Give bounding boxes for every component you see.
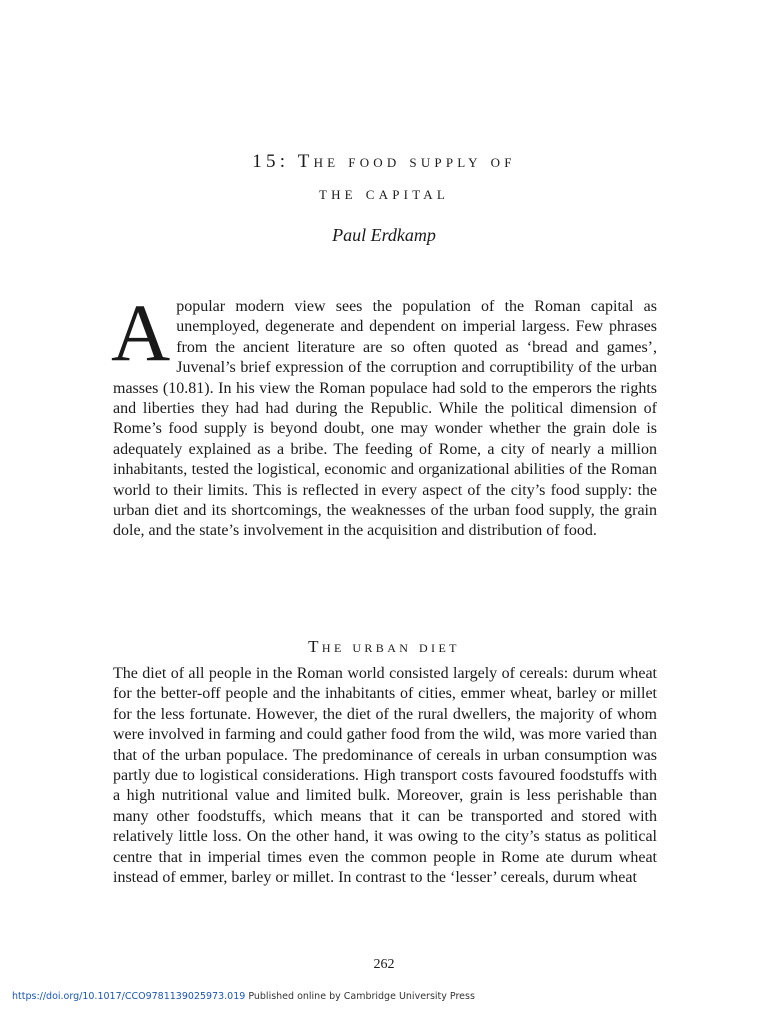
section-paragraph: The diet of all people in the Roman world consisted largely of cereals: durum wheat for the better-off people and the inhabitants of cities, emmer wheat, barley or millet for the less fortunate. However, the diet of the rural dwellers, the majority of whom were involved in farming and could gather food from the wild, was more varied than that of the urban populace. The predominance of cereals in urban consumption was partly due to logistical considerations. High transport costs favoured foodstuffs with a high nutritional value and limited bulk. Moreover, grain is less perishable than many other foodstuffs, which means that it can be transported and stored with relatively little loss. On the other hand, it was owing to the city’s status as political centre that in imperial times even the common people in Rome ate durum wheat instead of emmer, barley or millet. In contrast to the ‘lesser’ cereals, durum wheat	[113, 665, 657, 887]
drop-cap: A	[111, 287, 171, 378]
publisher-text: Published online by Cambridge University Press	[245, 991, 475, 1002]
intro-paragraph	[111, 287, 657, 542]
section-heading: The urban diet	[308, 637, 460, 656]
intro-text: popular modern view sees the population of the Roman capital as unemployed, degenerate and dependent on imperial largess. Few phrases from the ancient literature are so often quoted as ‘bread and games’, Juvenal’s brief expression of the corruption and corruptibility of the urban masses (10.81). In his view the Roman populace had sold to the emperors the rights and liberties they had had during the Republic. While the political dimension of Rome’s food supply is beyond doubt, one may wonder whether the grain dole is adequately explained as a bribe. The feeding of Rome, a city of nearly a million inhabitants, tested the logistical, economic and organizational abilities of the Roman world to their limits. This is reflected in every aspect of the city’s food supply: the urban diet and its shortcomings, the weaknesses of the urban food supply, the grain dole, and the state’s involvement in the acquisition and distribution of food.	[113, 298, 657, 540]
chapter-title-line-2: the capital	[318, 183, 450, 204]
doi-link[interactable]: https://doi.org/10.1017/CCO9781139025973.019	[12, 991, 246, 1002]
chapter-author: Paul Erdkamp	[332, 225, 436, 245]
page-number: 262	[373, 957, 395, 972]
chapter-title	[0, 146, 768, 210]
footer	[12, 990, 475, 1004]
chapter-title-line-1: 15: The food supply of	[252, 151, 516, 172]
